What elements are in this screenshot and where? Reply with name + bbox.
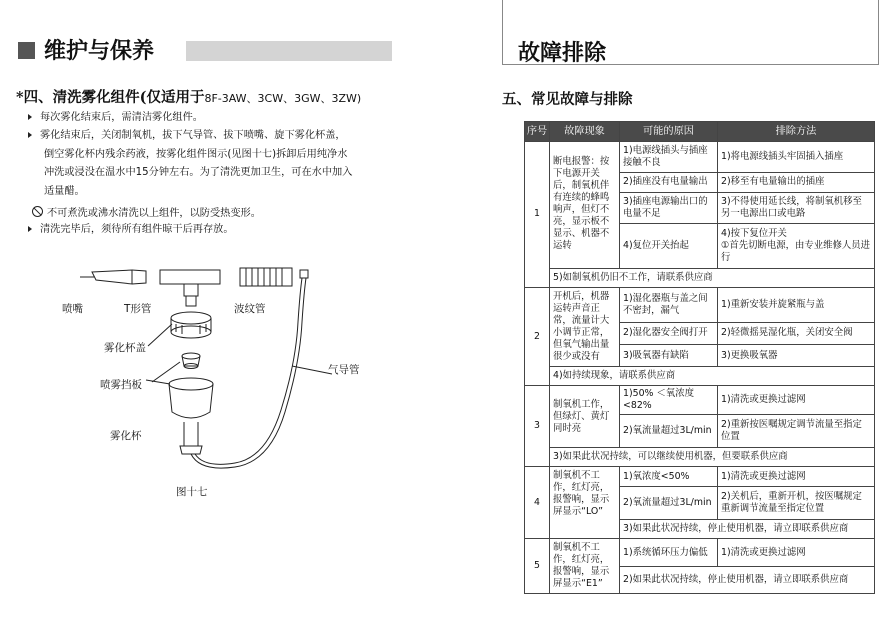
label-baffle: 喷雾挡板 xyxy=(100,379,142,391)
prohibited-icon xyxy=(32,206,43,217)
col-header-cause: 可能的原因 xyxy=(620,122,718,142)
cause-cell: 2)氧流量超过3L/min xyxy=(620,415,718,448)
table-row xyxy=(525,142,875,173)
phenomenon-cell: 开机后，机器运转声音正常，流量计大小调节正常，但氧气输出量很少或没有 xyxy=(550,288,620,367)
cause-cell: 4)复位开关抬起 xyxy=(620,224,718,269)
row-number: 5 xyxy=(525,539,550,594)
table-header-row xyxy=(525,122,875,142)
header-bar xyxy=(186,41,392,61)
all-cell: 4)如持续现象，请联系供应商 xyxy=(550,367,875,386)
label-cup-lid: 雾化杯盖 xyxy=(104,342,146,354)
fix-cell: 2)移至有电量输出的插座 xyxy=(718,173,875,193)
table-row xyxy=(525,269,875,288)
header-square xyxy=(18,42,35,59)
fix-cell: 3)不得使用延长线，将制氧机移至另一电源出口或电路 xyxy=(718,193,875,224)
nebulizer-diagram xyxy=(60,262,400,522)
table-row xyxy=(525,367,875,386)
figure-caption: 图十七 xyxy=(176,486,208,498)
fix-cell: 3)更换吸氧器 xyxy=(718,344,875,366)
phenomenon-cell: 断电报警：按下电源开关后，制氧机伴有连续的蜂鸣响声，但灯不亮，显示板不显示、机器不运转 xyxy=(550,142,620,269)
row-number: 4 xyxy=(525,467,550,539)
cause-cell: 1)系统循环压力偏低 xyxy=(620,539,718,567)
cause-cell: 1)50% ＜氧浓度<82% xyxy=(620,386,718,415)
table-row xyxy=(525,386,875,415)
left-header-title: 维护与保养 xyxy=(44,38,155,64)
label-air-tube: 气导管 xyxy=(328,364,360,376)
bullet-3: 清洗完毕后，须待所有组件晾干后再存放。 xyxy=(28,221,394,240)
cause-cell: 1)氧浓度<50% xyxy=(620,467,718,487)
fix-cell: 1)将电源线插头牢固插入插座 xyxy=(718,142,875,173)
row-number: 3 xyxy=(525,386,550,467)
fix-cell: 2)重新按医嘱规定调节流量至指定位置 xyxy=(718,415,875,448)
col-header-fix: 排除方法 xyxy=(718,122,875,142)
fix-cell: 1)清洗或更换过滤网 xyxy=(718,467,875,487)
troubleshooting-table xyxy=(524,121,875,594)
label-corrugated-tube: 波纹管 xyxy=(234,303,266,315)
fix-cell: 1)清洗或更换过滤网 xyxy=(718,539,875,567)
table-row xyxy=(525,467,875,487)
phenomenon-cell: 制氧机工作，但绿灯、黄灯同时亮 xyxy=(550,386,620,448)
cause-cell: 2)插座没有电量输出 xyxy=(620,173,718,193)
fix-cell: 1)清洗或更换过滤网 xyxy=(718,386,875,415)
phenomenon-cell: 制氧机不工作，红灯亮，报警响，显示屏显示“E1” xyxy=(550,539,620,594)
all-cell: 3)如果此状况持续，可以继续使用机器，但要联系供应商 xyxy=(550,448,875,467)
section-4-title: *四、清洗雾化组件(仅适用于8F-3AW、3CW、3GW、3ZW) xyxy=(16,89,362,106)
label-cup: 雾化杯 xyxy=(110,430,142,442)
table-row xyxy=(525,448,875,467)
right-header-title: 故障排除 xyxy=(518,40,607,66)
label-t-tube: T形管 xyxy=(124,303,152,315)
cause-cell: 3)吸氧器有缺陷 xyxy=(620,344,718,366)
phenomenon-cell: 制氧机不工作，红灯亮，报警响，显示屏显示“LO” xyxy=(550,467,620,539)
table-row xyxy=(525,288,875,323)
table-row xyxy=(525,539,875,567)
all-cell: 5)如制氧机仍旧不工作，请联系供应商 xyxy=(550,269,875,288)
fix-cell: 2)关机后，重新开机，按医嘱规定重新调节流量至指定位置 xyxy=(718,487,875,520)
row-number: 2 xyxy=(525,288,550,386)
fix-cell: 2)轻微摇晃湿化瓶，关闭安全阀 xyxy=(718,322,875,344)
col-header-phenomenon: 故障现象 xyxy=(550,122,620,142)
fix-cell: 4)按下复位开关 ①首先切断电源，由专业维修人员进行 xyxy=(718,224,875,269)
col-header-no: 序号 xyxy=(525,122,550,142)
cause-cell: 2)氧流量超过3L/min xyxy=(620,487,718,520)
bullet-1: 每次雾化结束后，需清洁雾化组件。 xyxy=(28,109,394,128)
label-nozzle: 喷嘴 xyxy=(62,303,83,315)
warning-line: 不可煮洗或沸水清洗以上组件，以防受热变形。 xyxy=(32,204,261,219)
cause-cell: 1)湿化器瓶与盖之间不密封，漏气 xyxy=(620,288,718,323)
section-5-title: 五、常见故障与排除 xyxy=(502,91,633,108)
fix-cell: 1)重新安装并旋紧瓶与盖 xyxy=(718,288,875,323)
cause-cell: 1)电源线插头与插座接触不良 xyxy=(620,142,718,173)
cause-cell: 3)插座电源输出口的电量不足 xyxy=(620,193,718,224)
left-page xyxy=(0,0,440,618)
cause-cell: 2)湿化器安全阀打开 xyxy=(620,322,718,344)
bullet-2: 雾化结束后，关闭制氧机，拔下气导管、拔下喷嘴、旋下雾化杯盖， 倒空雾化杯内残余药液，按雾化组件图示(见图十七)拆卸后用纯净水 冲洗或浸没在温水中15分钟左右。为了清洗更加卫生，可在水中加入 适量醋。 xyxy=(28,127,394,201)
all-cell: 2)如果此状况持续，停止使用机器，请立即联系供应商 xyxy=(620,566,875,594)
all-cell: 3)如果此状况持续，停止使用机器，请立即联系供应商 xyxy=(620,520,875,539)
row-number: 1 xyxy=(525,142,550,288)
